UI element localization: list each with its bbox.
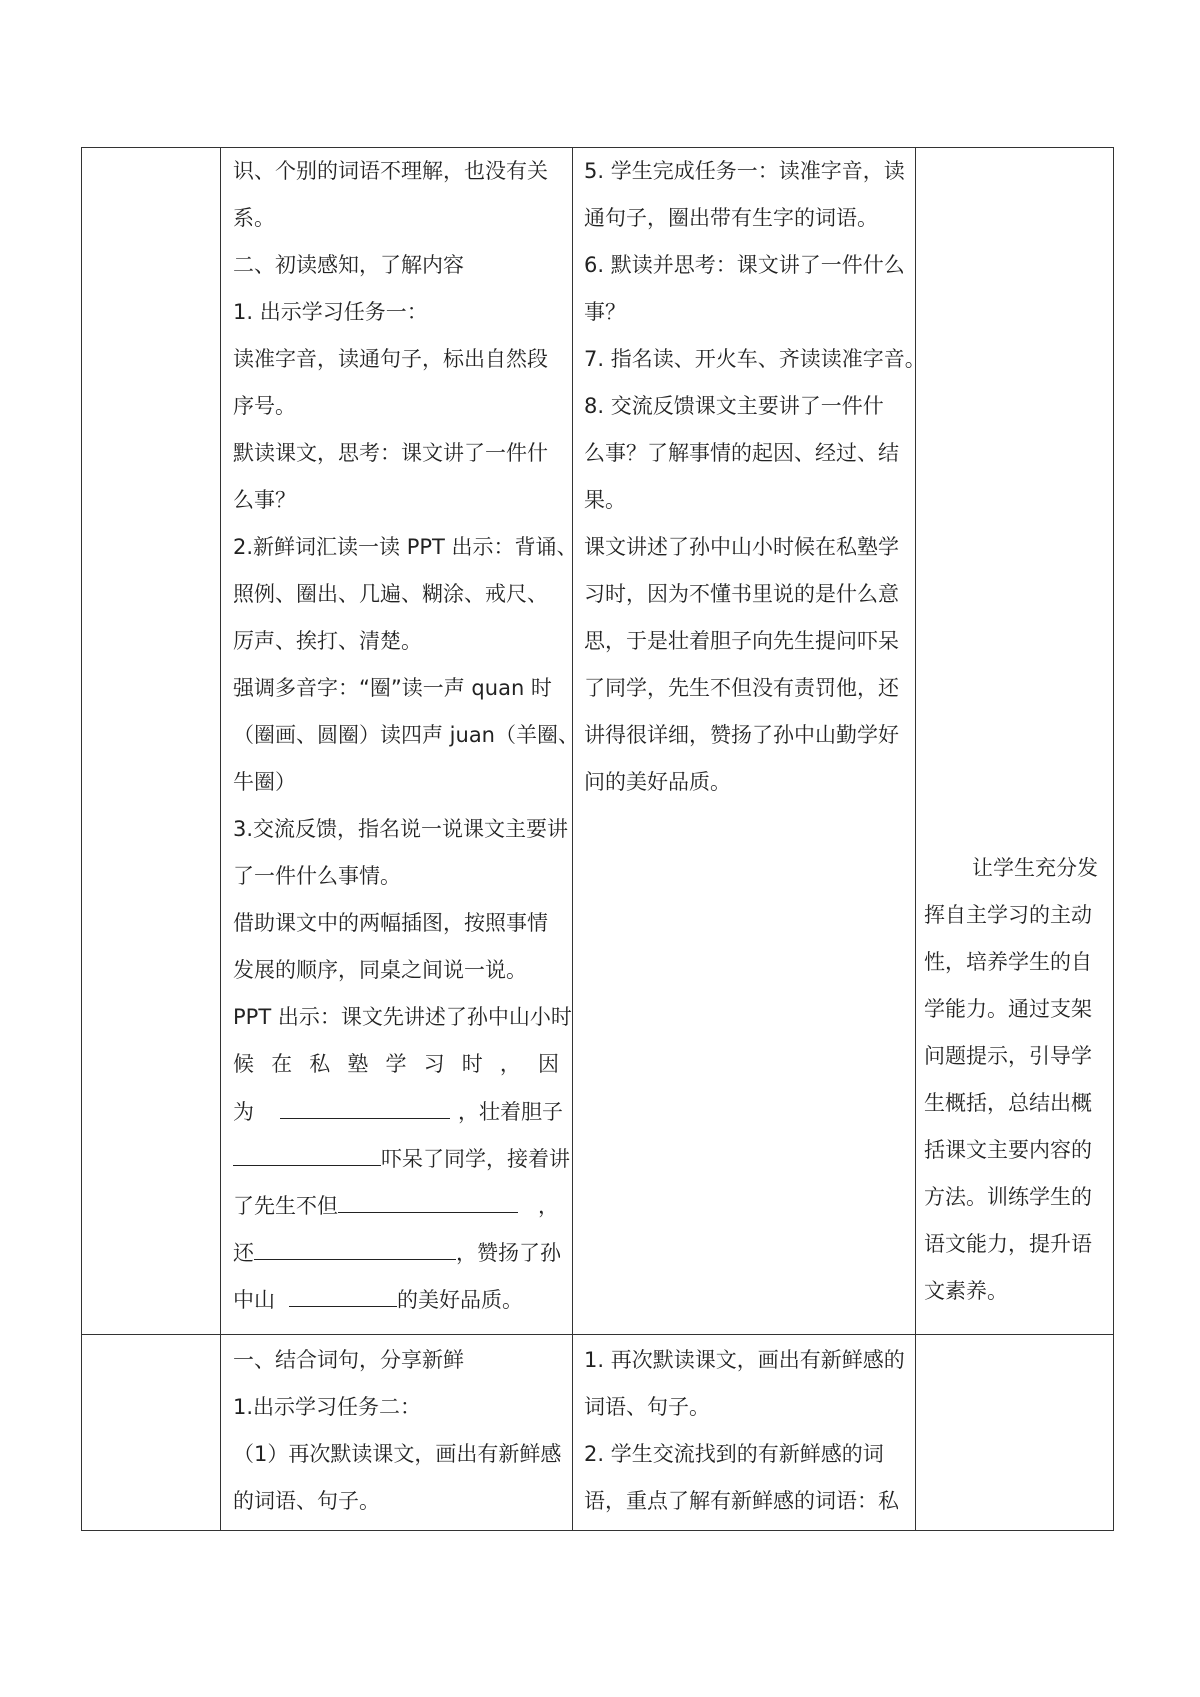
text-line: 生概括，总结出概 [924, 1091, 1092, 1115]
section-heading: 一、结合词句，分享新鲜 [233, 1348, 464, 1372]
row1-intent-cell [924, 845, 1109, 1315]
text-line: 2. 学生交流找到的有新鲜感的词 [584, 1442, 884, 1466]
text-line: 8. 交流反馈课文主要讲了一件什 [584, 394, 884, 418]
text-line: 么事？ [233, 488, 296, 512]
fill-blank-line [233, 1088, 563, 1135]
text-line: 括课文主要内容的 [924, 1138, 1092, 1162]
text-fragment: ， [538, 1194, 559, 1218]
text-line: 讲得很详细，赞扬了孙中山勤学好 [584, 723, 899, 747]
text-fragment: 中山 [233, 1288, 275, 1312]
spaced-char: 时 [461, 1052, 483, 1076]
text-line: 挥自主学习的主动 [924, 903, 1092, 927]
text-line: 了同学，先生不但没有责罚他，还 [584, 676, 899, 700]
text-line: 学能力。通过支架 [924, 997, 1092, 1021]
text-line: 通句子，圈出带有生字的词语。 [584, 206, 878, 230]
text-line: 果。 [584, 488, 626, 512]
blank-underline [280, 1088, 450, 1119]
text-line: 么事？了解事情的起因、经过、结 [584, 441, 899, 465]
spaced-char: 塾 [347, 1052, 369, 1076]
text-line: 发展的顺序，同桌之间说一说。 [233, 958, 527, 982]
text-line: （圈画、圆圈）读四声 juan（羊圈、 [233, 723, 579, 747]
spaced-char: 习 [423, 1052, 445, 1076]
spaced-char: 因 [538, 1052, 559, 1076]
fill-blank-line [233, 1041, 559, 1088]
text-line: 事？ [584, 300, 626, 324]
text-line: 1. 出示学习任务一： [233, 300, 428, 324]
text-line: 的词语、句子。 [233, 1489, 380, 1513]
text-fragment: 的美好品质。 [397, 1288, 523, 1312]
fill-blank-line [233, 1276, 563, 1323]
text-line: 思，于是壮着胆子向先生提问吓呆 [584, 629, 899, 653]
text-line: 系。 [233, 206, 275, 230]
text-line: 课文讲述了孙中山小时候在私塾学 [584, 535, 899, 559]
text-fragment: 了先生不但 [233, 1194, 338, 1218]
spaced-char: ， [499, 1052, 521, 1076]
text-line: 牛圈） [233, 770, 296, 794]
text-line: 问题提示，引导学 [924, 1044, 1092, 1068]
text-line: 让学生充分发 [972, 856, 1098, 880]
blank-underline [254, 1229, 456, 1260]
row2-teacher-cell [233, 1337, 563, 1525]
text-fragment: ，壮着胆子 [458, 1100, 563, 1124]
text-line: 3.交流反馈，指名说一说课文主要讲 [233, 817, 569, 841]
text-line: 7. 指名读、开火车、齐读读准字音。 [584, 347, 926, 371]
text-line: 2.新鲜词汇读一读 PPT 出示：背诵、 [233, 535, 578, 559]
text-fragment: ，赞扬了孙 [456, 1241, 561, 1265]
text-line: 性，培养学生的自 [924, 950, 1092, 974]
text-line: 语文能力，提升语 [924, 1232, 1092, 1256]
text-line: 问的美好品质。 [584, 770, 731, 794]
spaced-char: 在 [271, 1052, 293, 1076]
text-line: （1）再次默读课文，画出有新鲜感 [233, 1442, 562, 1466]
text-fragment: 还 [233, 1241, 254, 1265]
fill-blank-line [233, 1229, 563, 1276]
text-fragment: 为 [233, 1100, 254, 1124]
text-line: 习时，因为不懂书里说的是什么意 [584, 582, 899, 606]
column-divider-1 [220, 147, 221, 1531]
fill-blank-line [233, 1182, 563, 1229]
section-heading: 二、初读感知，了解内容 [233, 253, 464, 277]
text-line: PPT 出示：课文先讲述了孙中山小时 [233, 1005, 572, 1029]
fill-blank-line [233, 1135, 570, 1182]
text-line: 读准字音，读通句子，标出自然段 [233, 347, 548, 371]
text-line: 序号。 [233, 394, 296, 418]
text-line: 识、个别的词语不理解，也没有关 [233, 159, 548, 183]
text-line: 语，重点了解有新鲜感的词语：私 [584, 1489, 899, 1513]
spaced-char: 候 [233, 1052, 254, 1076]
row2-student-cell [584, 1337, 906, 1525]
text-line: 文素养。 [924, 1279, 1008, 1303]
text-fragment: 吓呆了同学，接着讲 [381, 1147, 570, 1171]
text-line: 默读课文，思考：课文讲了一件什 [233, 441, 548, 465]
text-line: 强调多音字：“圈”读一声 quan 时 [233, 676, 552, 700]
spaced-char: 私 [309, 1052, 331, 1076]
text-line: 方法。训练学生的 [924, 1185, 1092, 1209]
row-divider [81, 1334, 1114, 1335]
blank-underline [338, 1182, 518, 1213]
text-line: 借助课文中的两幅插图，按照事情 [233, 911, 548, 935]
text-line: 6. 默读并思考：课文讲了一件什么 [584, 253, 905, 277]
text-line: 1.出示学习任务二： [233, 1395, 422, 1419]
row1-student-cell [584, 148, 926, 806]
row1-teacher-cell [233, 148, 579, 1323]
blank-underline [233, 1135, 381, 1166]
spaced-char: 学 [385, 1052, 407, 1076]
text-line: 词语、句子。 [584, 1395, 710, 1419]
text-line: 了一件什么事情。 [233, 864, 401, 888]
text-line: 1. 再次默读课文，画出有新鲜感的 [584, 1348, 905, 1372]
text-line: 照例、圈出、几遍、糊涂、戒尺、 [233, 582, 548, 606]
column-divider-2 [572, 147, 573, 1531]
text-line: 厉声、挨打、清楚。 [233, 629, 422, 653]
text-line: 5. 学生完成任务一：读准字音，读 [584, 159, 905, 183]
blank-underline [289, 1276, 397, 1307]
